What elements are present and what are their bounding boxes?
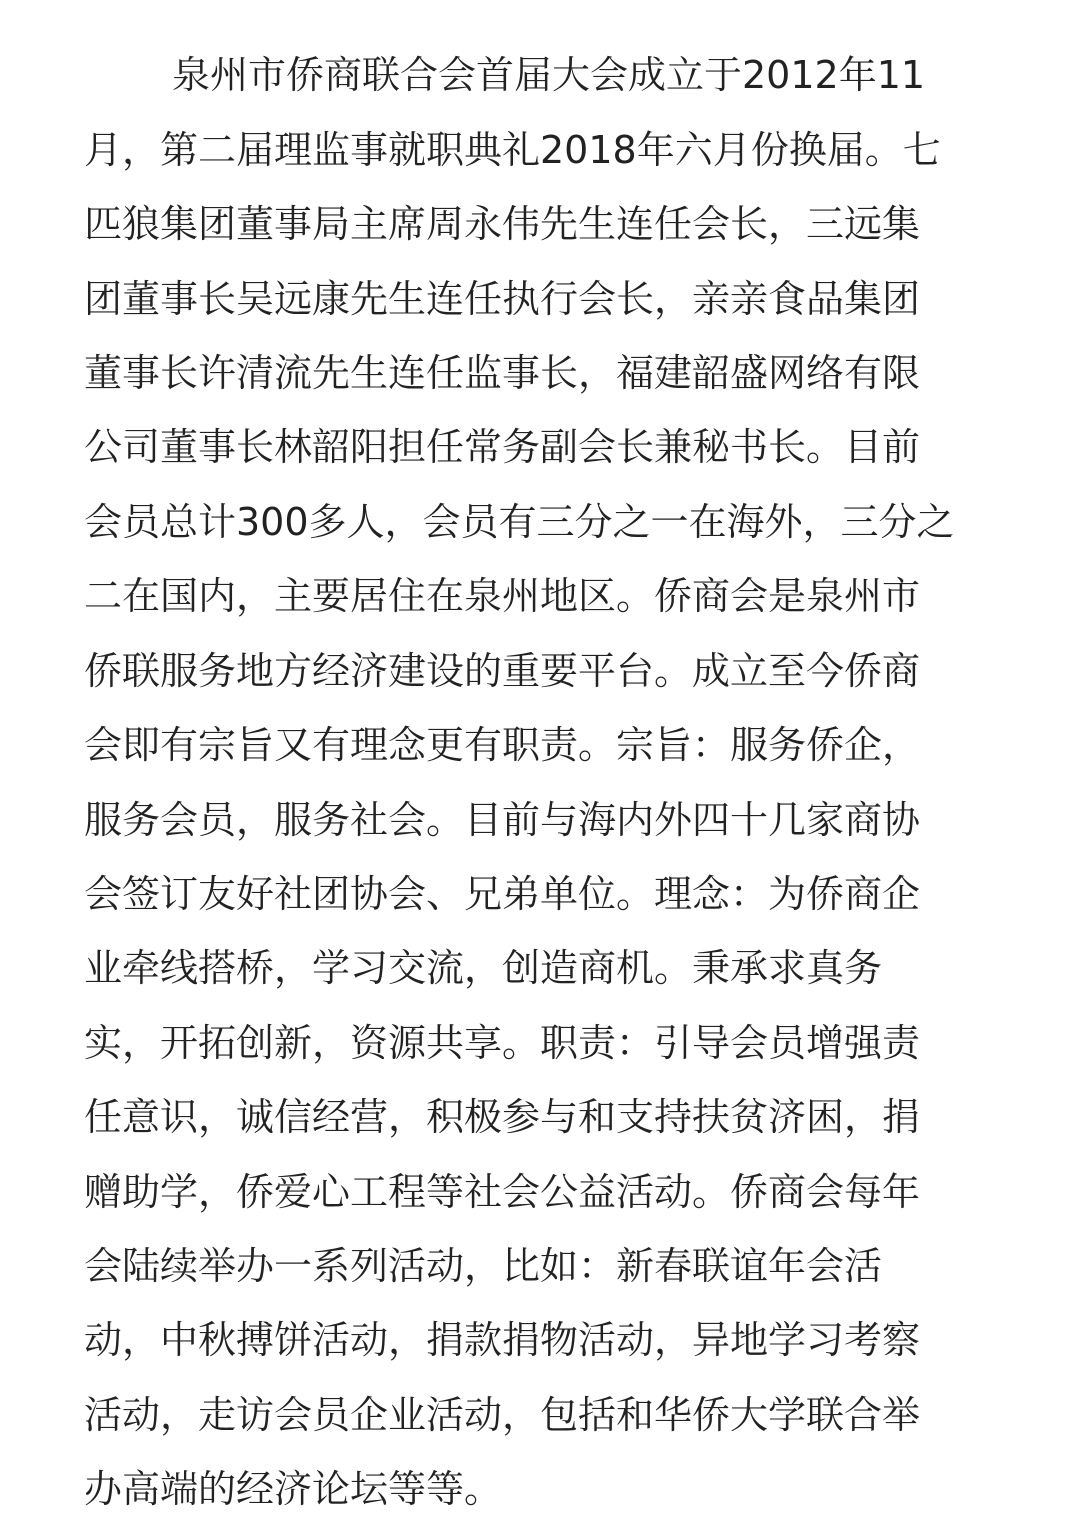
paragraph-line-10: 会即有宗旨又有理念更有职责。宗旨：服务侨企， — [84, 723, 921, 767]
paragraph-line-13: 业牵线搭桥，学习交流，创造商机。秉承求真务 — [84, 946, 883, 990]
paragraph-line-12: 会签订友好社团协会、兄弟单位。理念：为侨商企 — [84, 872, 921, 916]
paragraph-line-7: 会员总计300多人，会员有三分之一在海外，三分之 — [84, 500, 955, 544]
paragraph-line-9: 侨联服务地方经济建设的重要平台。成立至今侨商 — [84, 649, 921, 693]
paragraph-line-8: 二在国内，主要居住在泉州地区。侨商会是泉州市 — [84, 574, 921, 618]
paragraph-line-5: 董事长许清流先生连任监事长，福建韶盛网络有限 — [84, 351, 921, 395]
paragraph-line-19: 活动，走访会员企业活动，包括和华侨大学联合举 — [84, 1393, 921, 1437]
paragraph-line-20: 办高端的经济论坛等等。 — [84, 1467, 503, 1511]
paragraph-line-11: 服务会员，服务社会。目前与海内外四十几家商协 — [84, 798, 921, 842]
paragraph-line-16: 赠助学，侨爱心工程等社会公益活动。侨商会每年 — [84, 1170, 921, 1214]
paragraph-line-14: 实，开拓创新，资源共享。职责：引导会员增强责 — [84, 1021, 921, 1065]
paragraph-line-2: 月，第二届理监事就职典礼2018年六月份换届。七 — [84, 128, 941, 172]
paragraph-line-3: 匹狼集团董事局主席周永伟先生连任会长，三远集 — [84, 202, 921, 246]
paragraph-line-4: 团董事长吴远康先生连任执行会长，亲亲食品集团 — [84, 277, 921, 321]
paragraph-line-17: 会陆续举办一系列活动，比如：新春联谊年会活 — [84, 1244, 883, 1288]
paragraph-line-18: 动，中秋搏饼活动，捐款捐物活动，异地学习考察 — [84, 1318, 921, 1362]
paragraph-line-1: 泉州市侨商联合会首届大会成立于2012年11 — [172, 53, 926, 97]
paragraph-line-6: 公司董事长林韶阳担任常务副会长兼秘书长。目前 — [84, 425, 921, 469]
paragraph-line-15: 任意识，诚信经营，积极参与和支持扶贫济困，捐 — [84, 1095, 921, 1139]
